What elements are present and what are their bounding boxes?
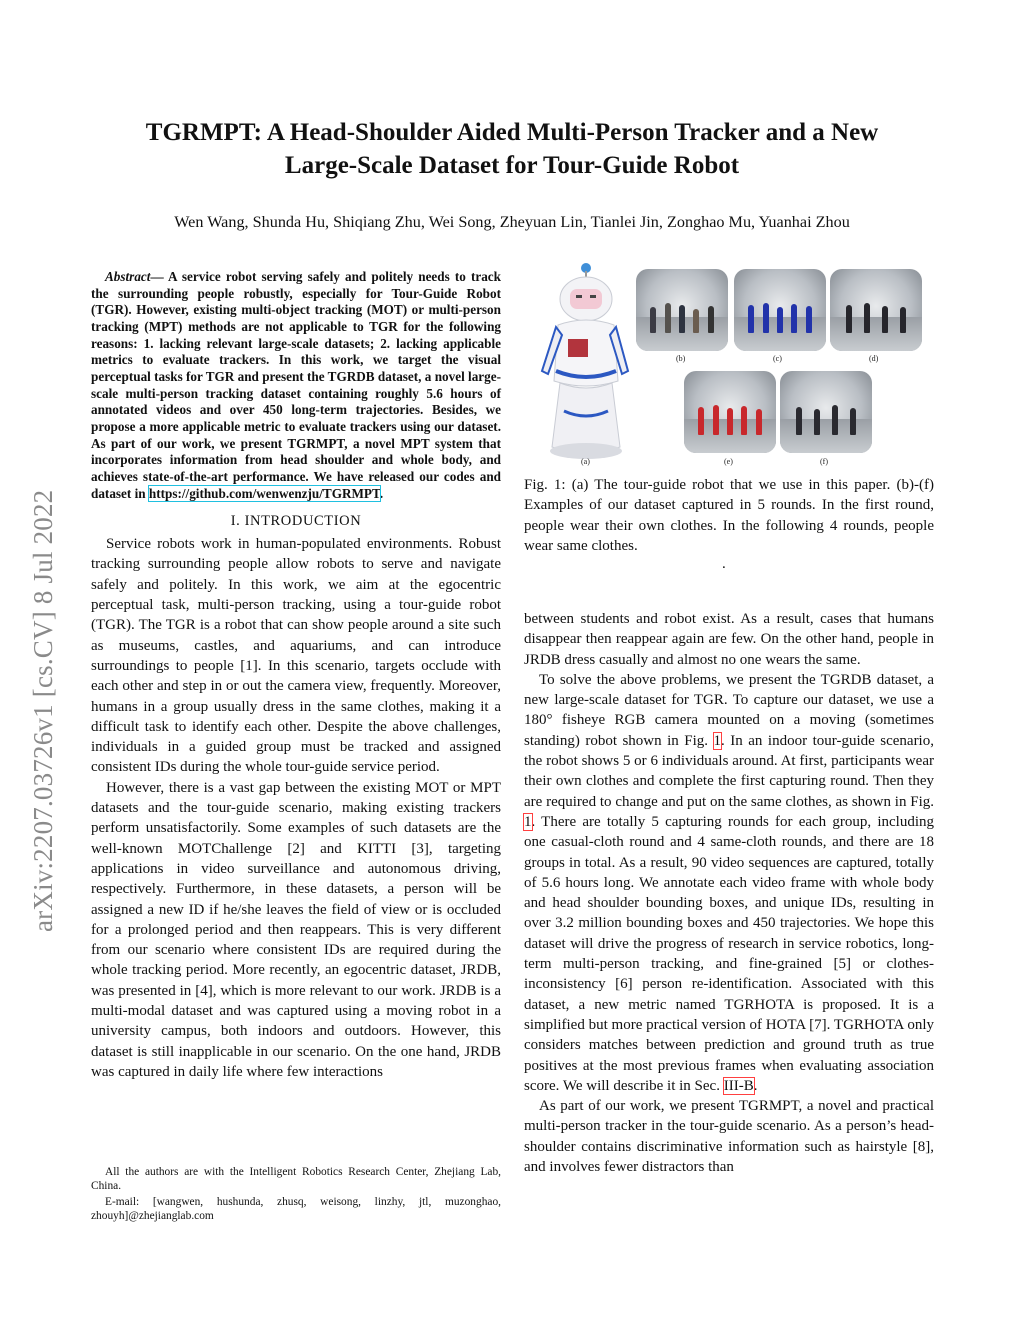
- abstract-end: .: [379, 485, 384, 501]
- github-link[interactable]: https://github.com/wenwenzju/TGRMPT: [148, 485, 380, 501]
- dataset-thumbnail-b: [636, 269, 728, 351]
- intro-paragraph-1: Service robots work in human-populated environments. Robust tracking surrounding people allow robots to serve and navigate safely and politely. In this work, we aim at the egocentric perceptual task, multi-person tracking, using a tour-guide robot (TGR). The TGR is a robot that can show people around a site such as museums, castles, and aquariums, and can introduce surroundings to people [1]. In this scenario, targets occlude with each other and step in or out the camera view, frequently. Moreover, humans in a group usually dress in the same clothes, making it a difficult task to identify each other. Despite the above challenges, individuals in a guided group must be tracked and assigned consistent IDs during the whole tour-guide service period.: [91, 536, 501, 776]
- figure-1: [524, 261, 934, 473]
- title-line-2: Large-Scale Dataset for Tour-Guide Robot: [284, 152, 740, 179]
- arxiv-stamp: [24, 372, 58, 932]
- footnote: [91, 1165, 501, 1225]
- figure-label-f: (f): [820, 457, 828, 466]
- right-column: [524, 609, 934, 1177]
- right-paragraph-2-d: .: [753, 1077, 758, 1094]
- dataset-thumbnail-d: [830, 269, 922, 351]
- title-line-1: TGRMPT: A Head-Shoulder Aided Multi-Person Tracker and a New: [145, 119, 879, 146]
- figure-label-d: (d): [869, 354, 879, 363]
- dataset-thumbnail-f: [780, 371, 872, 453]
- section-ref-iii-b[interactable]: III-B: [723, 1077, 754, 1094]
- abstract: [91, 269, 501, 502]
- figure-label-e: (e): [724, 457, 733, 466]
- abstract-text: A service robot serving safely and politely needs to track the surrounding people robustly, especially for Tour-Guide Robot (TGR). However, existing multi-object tracking (MOT) or multi-person tracking (MPT) methods are not applicable to TGR for the following reasons: 1. lacking relevant large-scale datasets; 2. lacking applicable metrics to evaluate trackers. In this work, we target the visual perceptual tasks for TGR and present the TGRDB dataset, a novel large-scale multi-person tracking dataset containing roughly 5.6 hours of annotated videos and over 450 long-term trajectories. Besides, we propose a more applicable metric to evaluate trackers using our dataset. As part of our work, we present TGRMPT, a novel MPT system that incorporates information from head shoulder and whole body, and achieves state-of-the-art performance. We have released our codes and dataset in: [91, 269, 501, 501]
- figure-label-c: (c): [773, 354, 782, 363]
- dataset-thumbnail-e: [684, 371, 776, 453]
- right-paragraph-2-b: . In an indoor tour-guide scenario, the robot shows 5 or 6 individuals around. At first, participants wear their own clothes and complete the first capturing round. Then they are required to change and put on the same clothes, as shown in Fig.: [524, 732, 934, 810]
- right-paragraph-3: As part of our work, we present TGRMPT, a novel and practical multi-person tracker in the tour-guide scenario. As a person’s head-shoulder contains discriminative information such as hairstyle [8], and involves fewer distractors than: [524, 1098, 934, 1176]
- footnote-email: E-mail: [wangwen, hushunda, zhusq, weisong, linzhy, jtl, muzonghao, zhouyh]@zhejianglab.com: [91, 1196, 501, 1222]
- figure-label-b: (b): [676, 354, 686, 363]
- author-list: Wen Wang, Shunda Hu, Shiqiang Zhu, Wei Song, Zheyuan Lin, Tianlei Jin, Zonghao Mu, Yuanhai Zhou: [174, 213, 850, 231]
- abstract-label: Abstract: [105, 269, 151, 284]
- caption-dot: .: [722, 556, 726, 572]
- fig-ref-1[interactable]: 1: [713, 732, 722, 749]
- left-column: [91, 269, 501, 1082]
- dataset-thumbnail-c: [734, 269, 826, 351]
- footnote-affiliation: All the authors are with the Intelligent Robotics Research Center, Zhejiang Lab, China.: [91, 1166, 501, 1192]
- intro-paragraph-2: However, there is a vast gap between the existing MOT or MPT datasets and the tour-guide scenario, making existing trackers perform unsatisfactorily. Some examples of such datasets are the well-known MOTChallenge [2] and KITTI [3], targeting applications in video surveillance and autonomous driving, respectively. Furthermore, in these datasets, a person will be assigned a new ID if he/she leaves the field of view or is occluded for a prolonged period and then reappears. This is very different from our scenario where consistent IDs are required during the whole tracking period. More recently, an egocentric dataset, JRDB, was presented in [4], which is more relevant to our work. JRDB is a multi-modal dataset and was captured using a moving robot in a university campus, both indoors and outdoors. However, this dataset is still inapplicable in our scenario. On the one hand, JRDB was captured in daily life where few interactions: [91, 779, 501, 1080]
- right-paragraph-2-a: To solve the above problems, we present the TGRDB dataset, a new large-scale dataset for TGR. To capture our dataset, we use a 180° fisheye RGB camera mounted on a moving (sometimes standing) robot shown in Fig.: [524, 671, 934, 749]
- right-paragraph-2: [524, 670, 934, 1096]
- robot-image: [534, 261, 634, 461]
- right-paragraph-1: between students and robot exist. As a result, cases that humans disappear then reappear again are few. On the other hand, people in JRDB dress casually and almost no one wears the same.: [524, 611, 934, 668]
- section-heading-introduction: I. INTRODUCTION: [230, 513, 362, 530]
- arxiv-id: arXiv:2207.03726v1 [cs.CV] 8 Jul 2022: [28, 489, 58, 932]
- paper-title: [90, 116, 934, 182]
- figure-label-a: (a): [581, 457, 590, 466]
- fig-ref-2[interactable]: 1: [524, 813, 532, 830]
- abstract-dash: —: [150, 269, 169, 284]
- figure-caption: Fig. 1: (a) The tour-guide robot that we use in this paper. (b)-(f) Examples of our dataset captured in 5 rounds. In the first round, people wear their own clothes. In the following 4 rounds, people wear same clothes.: [524, 477, 934, 554]
- right-paragraph-2-c: . There are totally 5 capturing rounds for each group, including one casual-cloth round and 4 same-cloth rounds, and there are 18 groups in total. As a result, 90 video sequences are captured, totally of 5.6 hours long. We annotate each video frame with whole body and head shoulder bounding boxes, and unique IDs, resulting in over 3.2 million bounding boxes and 450 trajectories. We hope this dataset will drive the progress of research in service robotics, long-term multi-person tracking, and fine-grained [5] or clothes-inconsistency [6] person re-identification. Associated with this dataset, a new metric named TGRHOTA is proposed. It is a simplified but more practical version of HOTA [7]. TGRHOTA only considers matches between prediction and ground truth as true positives at the most previous frames when evaluating association score. We will describe it in Sec.: [524, 813, 934, 1094]
